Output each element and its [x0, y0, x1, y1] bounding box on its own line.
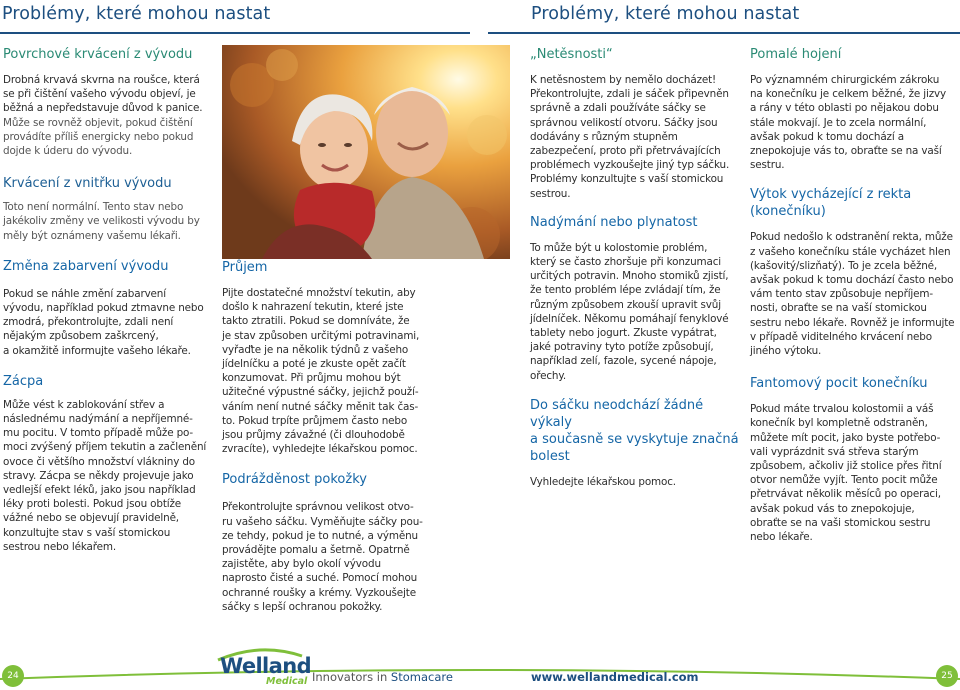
text-line: Problémy konzultujte s vaší stomickou: [530, 173, 724, 186]
right-header-rule: [488, 32, 960, 34]
text-line: zmodrá, překontrolujte, zdali není: [3, 316, 174, 329]
text-line: vedlejší efekt léků, jako jsou například: [3, 484, 196, 497]
heading-leaks: „Netěsnosti“: [530, 47, 613, 62]
text-line: sestru.: [750, 159, 785, 172]
text-line: vali vyprázdnit svá střeva starým: [750, 445, 919, 458]
text-line: v případě viditelného krvácení nebo: [750, 330, 932, 343]
text-line: avšak pokud vás to znepokojuje,: [750, 502, 915, 515]
heading-no-output-pain: [530, 397, 742, 465]
text-line: jakékoliv změny ve velikosti vývodu by: [3, 215, 200, 228]
left-page-title: Problémy, které mohou nastat: [2, 4, 271, 24]
text-line: Může se rovněž objevit, pokud čištění: [3, 116, 193, 129]
paragraph-surface-bleeding: [3, 73, 215, 158]
left-header-rule: [0, 32, 470, 34]
text-line: sestru nebo lékaře. Rovněž je informujte: [750, 316, 955, 329]
heading-phantom-rectum: Fantomový pocit konečníku: [750, 376, 928, 392]
text-line: sestrou nebo lékařem.: [3, 540, 117, 553]
text-line: Drobná krvavá skvrna na roušce, která: [3, 74, 200, 86]
column-2: [222, 260, 432, 614]
text-line: zvracíte), vyhledejte lékařskou pomoc.: [222, 443, 418, 456]
text-line: moci zvýšený příjem tekutin a začlenění: [3, 441, 207, 454]
tagline-prefix: Innovators in: [312, 670, 391, 684]
text-line: jídelníčku a poté je zkuste opět začít: [222, 358, 406, 371]
text-line: který se často zhoršuje při konzumaci: [530, 256, 722, 269]
text-line: To může být u kolostomie problém,: [530, 241, 708, 254]
text-line: následnému nadýmání a nepříjemné-: [3, 413, 193, 426]
text-line: Pokud se náhle změní zabarvení: [3, 287, 166, 300]
text-line: (kašovitý/slizňatý). To je zcela běžné,: [750, 259, 938, 272]
text-line: zabezpečení, proto při přetrvávajících: [530, 145, 721, 158]
text-line: se při čištění vašeho vývodu objeví, je: [3, 88, 196, 101]
paragraph-leaks: [530, 73, 742, 201]
text-line: z vašeho konečníku stále vycházet hlen: [750, 245, 951, 258]
website-link[interactable]: www.wellandmedical.com: [531, 670, 699, 684]
text-line: ovoce či většího množství vlákniny do: [3, 455, 196, 468]
column-4: [750, 47, 960, 544]
text-line: to. Pokud trpíte průjmem často nebo: [222, 414, 408, 427]
right-page-title: Problémy, které mohou nastat: [531, 4, 800, 24]
text-line: provádíte příliš energicky nebo pokud: [3, 130, 194, 143]
text-line: Překontrolujte, zdali je sáček připevněn: [530, 88, 729, 101]
text-line: správnou velikostí otvoru. Sáčky jsou: [530, 116, 718, 129]
column-3: [530, 47, 742, 489]
text-line: různým způsobem zkouší upravit svůj: [530, 298, 721, 311]
text-line: Může vést k zablokování střev a: [3, 398, 165, 411]
text-line: správně a zdali používáte sáčky se: [530, 102, 706, 115]
text-line: stále mokvají. Je to zcela normální,: [750, 116, 927, 129]
text-line: vám tento stav způsobuje nepříjem-: [750, 288, 933, 301]
heading-line: Do sáčku neodchází žádné výkaly: [530, 397, 704, 430]
heading-color-change: Změna zabarvení vývodu: [3, 258, 169, 274]
text-line: nosti, obraťte se na vaší stomickou: [750, 302, 927, 315]
text-line: ze tehdy, pokud je to nutné, a výměnu: [222, 529, 418, 542]
text-line: otvor nemůže vyjít. Tento pocit může: [750, 474, 938, 487]
text-line: způsobem, ačkoliv již stolice přes řitní: [750, 460, 942, 473]
paragraph-constipation: [3, 398, 215, 554]
text-line: je stav způsoben určitými potravinami,: [222, 329, 420, 342]
text-line: vyřaďte je na několik týdnů z vašeho: [222, 343, 409, 356]
heading-skin-irritation: Podrážděnost pokožky: [222, 472, 367, 488]
heading-bloating: Nadýmání nebo plynatost: [530, 214, 698, 230]
text-line: ru vašeho sáčku. Vyměňujte sáčky pou-: [222, 515, 423, 528]
text-line: Překontrolujte správnou velikost otvo-: [222, 501, 414, 514]
paragraph-phantom-rectum: [750, 402, 960, 544]
heading-line: (konečníku): [750, 204, 826, 220]
text-line: že tento problém lépe zvládají tím, že: [530, 284, 721, 297]
text-line: přetrvávat několik měsíců po operaci,: [750, 488, 941, 501]
text-line: jídelníček. Někomu pomáhají fenyklové: [530, 312, 729, 325]
text-line: došlo k nahrazení tekutin, které jste: [222, 301, 404, 314]
text-line: nebo lékaře.: [750, 531, 813, 544]
text-line: ochranné roušky a krémy. Vyzkoušejte: [222, 586, 416, 599]
text-line: znepokojuje vás to, obraťte se na vaší: [750, 145, 942, 158]
text-line: užitečné výpustné sáčky, jejichž použí-: [222, 386, 419, 399]
text-line: Vyhledejte lékařskou pomoc.: [530, 475, 676, 488]
text-line: obraťte se na vaši stomickou sestru: [750, 516, 931, 529]
text-line: konzultujte stav s vaší stomickou: [3, 526, 171, 539]
heading-line: bolest: [530, 448, 570, 464]
text-line: na konečníku je celkem běžné, že jizvy: [750, 88, 947, 101]
paragraph-slow-healing: [750, 73, 960, 172]
page-number-right: 25: [936, 665, 958, 687]
text-line: nějakým způsobem zaškrcený,: [3, 330, 159, 343]
text-line: Pokud máte trvalou kolostomii a váš: [750, 403, 934, 416]
tagline-stomacare: Stomacare: [390, 670, 453, 684]
text-line: Toto není normální. Tento stav nebo: [3, 201, 184, 214]
text-line: konzumovat. Při průjmu mohou být: [222, 372, 401, 385]
heading-internal-bleeding: Krvácení z vnitřku vývodu: [3, 176, 172, 192]
heading-slow-healing: Pomalé hojení: [750, 47, 842, 62]
page-number-left: 24: [2, 665, 24, 687]
text-line: a rány v této oblasti po nějakou dobu: [750, 102, 939, 115]
text-line: stravy. Zácpa se někdy projevuje jako: [3, 469, 194, 482]
text-line: váním není nutné sáčky měnit tak čas-: [222, 400, 419, 413]
paragraph-diarrhea: [222, 286, 432, 456]
text-line: avšak pokud k tomu dochází a: [750, 130, 904, 143]
paragraph-bloating: [530, 241, 742, 383]
text-line: jsou průjmy závažné (či dlouhodobě: [222, 429, 405, 442]
welland-medical-logo: [214, 646, 312, 687]
paragraph-internal-bleeding: [3, 200, 215, 243]
text-line: konečník byl kompletně odstraněn,: [750, 417, 928, 430]
text-line: jiného výtoku.: [750, 345, 822, 358]
text-line: dodávány s různým stupněm: [530, 130, 678, 143]
text-line: naprosto čisté a suché. Pomocí mohou: [222, 572, 418, 585]
paragraph-rectal-discharge: [750, 230, 960, 358]
text-line: vážné nebo se objevují pravidelně,: [3, 512, 179, 525]
text-line: Pokud nedošlo k odstranění rekta, může: [750, 231, 953, 244]
heading-surface-bleeding: Povrchové krvácení z vývodu: [3, 47, 193, 62]
text-line: avšak pokud k tomu dochází často nebo: [750, 274, 954, 287]
text-line: sáčky s lepší ochranou pokožky.: [222, 600, 383, 613]
heading-line: a současně se vyskytuje značná: [530, 431, 739, 447]
text-line: provádějte pomalu a šetrně. Opatrně: [222, 544, 410, 557]
text-line: takto ztratili. Pokud se domníváte, že: [222, 315, 410, 328]
text-line: můžete mít pocit, jako byste potřebo-: [750, 431, 941, 444]
paragraph-color-change: [3, 287, 215, 358]
heading-rectal-discharge: [750, 186, 960, 220]
text-line: ořechy.: [530, 369, 567, 382]
text-line: a okamžitě informujte vašeho lékaře.: [3, 344, 191, 357]
smiling-elderly-couple-photo: [222, 45, 510, 259]
footer-swoosh: [0, 667, 960, 689]
paragraph-skin-irritation: [222, 500, 432, 614]
text-line: zajistěte, aby bylo okolí vývodu: [222, 558, 381, 571]
text-line: sestrou.: [530, 187, 571, 200]
paragraph-no-output-pain: [530, 475, 742, 489]
heading-line: Výtok vycházející z rekta: [750, 187, 912, 203]
text-line: například zelí, fazole, sycené nápoje,: [530, 355, 717, 368]
text-line: běžná a nepředstavuje důvod k panice.: [3, 102, 203, 115]
text-line: K netěsnostem by nemělo docházet!: [530, 74, 717, 86]
text-line: problémech vyzkoušejte jiný typ sáčku.: [530, 159, 730, 172]
text-line: jaké potraviny tyto potíže způsobují,: [530, 341, 714, 354]
text-line: léky proti bolesti. Pokud jsou obtíže: [3, 498, 182, 511]
brand-subtitle: Medical: [266, 676, 308, 687]
heading-diarrhea: Průjem: [222, 260, 268, 275]
text-line: měly být oznámeny vašemu lékaři.: [3, 229, 181, 242]
text-line: tablety nebo jogurt. Zkuste vypátrat,: [530, 327, 717, 340]
column-1: [3, 47, 215, 554]
text-line: mu pocitu. V tomto případě může po-: [3, 427, 194, 440]
photo-illustration: [222, 45, 510, 259]
text-line: určitých potravin. Mnoho stomiků zjistí,: [530, 270, 729, 283]
tagline: [312, 670, 453, 684]
text-line: dojde k úderu do vývodu.: [3, 145, 133, 158]
brand-name: Welland: [220, 654, 312, 678]
text-line: vývodu, například pokud ztmavne nebo: [3, 302, 204, 315]
text-line: Po významném chirurgickém zákroku: [750, 74, 940, 86]
text-line: Pijte dostatečné množství tekutin, aby: [222, 287, 416, 299]
heading-constipation: Zácpa: [3, 373, 44, 389]
